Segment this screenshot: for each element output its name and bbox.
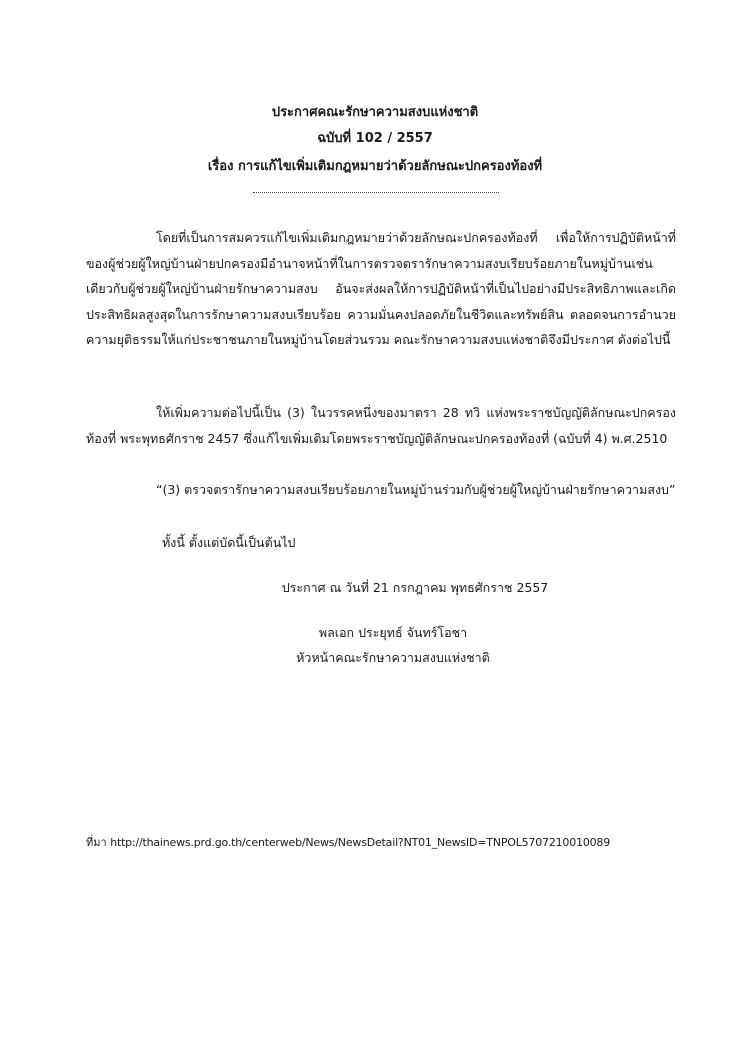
announcement-date: ประกาศ ณ วันที่ 21 กรกฎาคม พุทธศักราช 2557 (281, 580, 549, 595)
body-paragraph-2: ให้เพิ่มความต่อไปนี้เป็น (3) ในวรรคหนึ่งของมาตรา 28 ทวิ แห่งพระราชบัญญัติลักษณะปกครองท้องที่ พระพุทธศักราช 2457 ซึ่งแก้ไขเพิ่มเติมโดยพระราชบัญญัติลักษณะปกครองท้องที่ (ฉบับที่ 4) พ.ศ.2510 (86, 405, 676, 446)
body-paragraph-4: ทั้งนี้ ตั้งแต่บัดนี้เป็นต้นไป (162, 535, 296, 550)
source-label: ที่มา (86, 836, 107, 849)
announcement-subject: เรื่อง การแก้ไขเพิ่มเติมกฎหมายว่าด้วยลักษณะปกครองท้องที่ (207, 159, 543, 174)
body-paragraph-3: “(3) ตรวจตรารักษาความสงบเรียบร้อยภายในหมู่บ้านร่วมกับผู้ช่วยผู้ใหญ่บ้านฝ่ายรักษาความสงบ” (156, 482, 676, 497)
announcement-number: ฉบับที่ 102 / 2557 (317, 131, 433, 146)
source-url[interactable]: http://thainews.prd.go.th/centerweb/News/NewsDetail?NT01_NewsID=TNPOL5707210010089 (110, 836, 611, 849)
body-paragraph-1: โดยที่เป็นการสมควรแก้ไขเพิ่มเติมกฎหมายว่าด้วยลักษณะปกครองท้องที่ เพื่อให้การปฏิบัติหน้าที่ของผู้ช่วยผู้ใหญ่บ้านฝ่ายปกครองมีอำนาจหน้าที่ในการตรวจตรารักษาความสงบเรียบร้อยภายในหมู่บ้านเช่นเดียวกับผู้ช่วยผู้ใหญ่บ้านฝ่ายรักษาความสงบ อันจะส่งผลให้การปฏิบัติหน้าที่เป็นไปอย่างมีประสิทธิภาพและเกิดประสิทธิผลสูงสุดในการรักษาความสงบเรียบร้อย ความมั่นคงปลอดภัยในชีวิตและทรัพย์สิน ตลอดจนการอำนวยความยุติธรรมให้แก่ประชาชนภายในหมู่บ้านโดยส่วนรวม คณะรักษาความสงบแห่งชาติจึงมีประกาศ ดังต่อไปนี้ (86, 230, 676, 347)
source-line (86, 834, 726, 852)
announcement-title: ประกาศคณะรักษาความสงบแห่งชาติ (271, 105, 479, 120)
dotted-divider (253, 192, 499, 193)
signatory-title: หัวหน้าคณะรักษาความสงบแห่งชาติ (296, 650, 490, 665)
signatory-name: พลเอก ประยุทธ์ จันทร์โอชา (318, 625, 468, 640)
